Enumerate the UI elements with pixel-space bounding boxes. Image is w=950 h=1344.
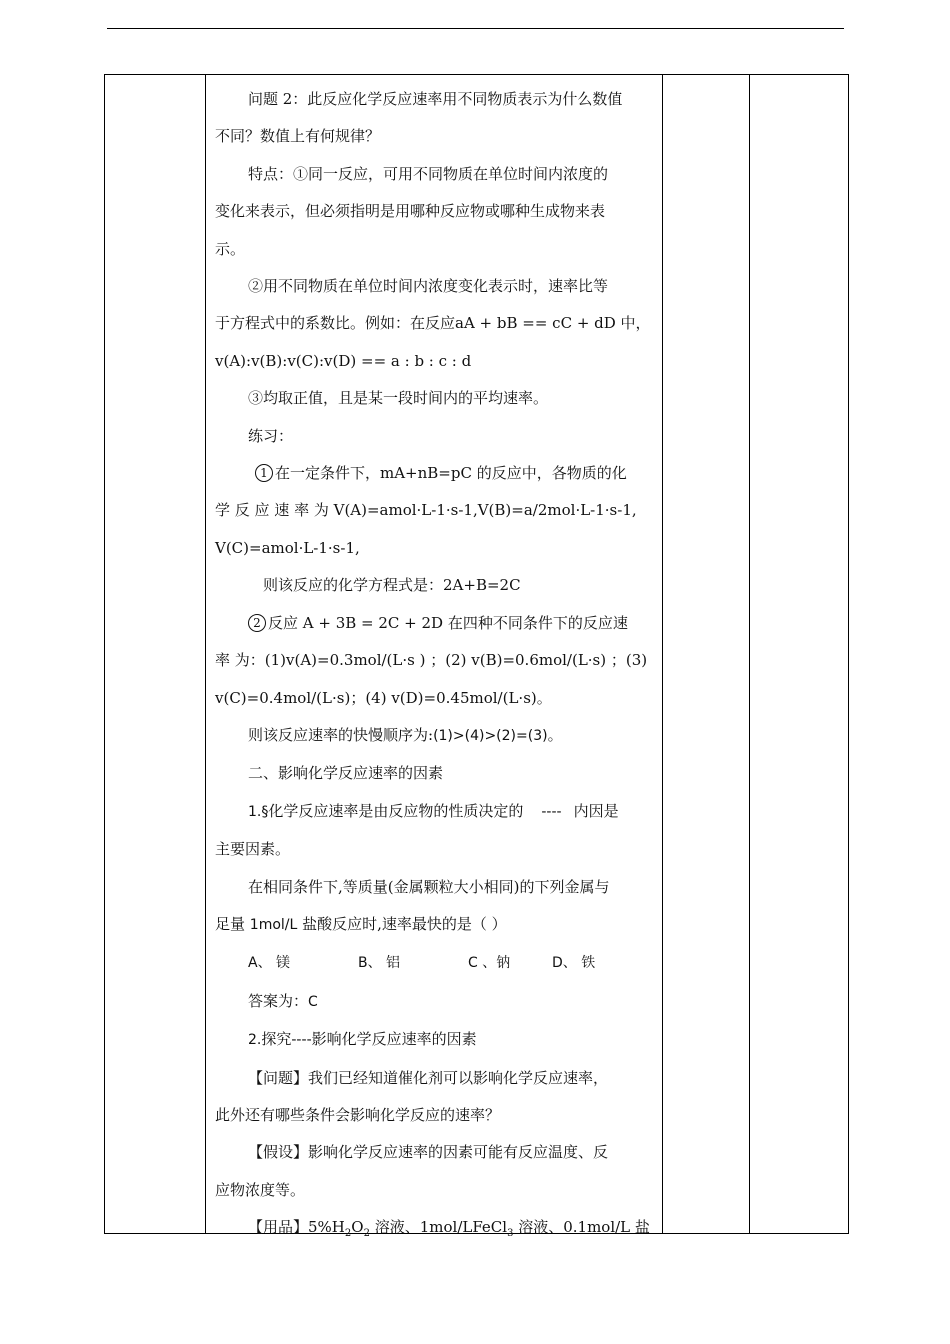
exercise-2-line-3: v(C)=0.4mol/(L·s)；(4) v(D)=0.45mol/(L·s)。 <box>215 688 552 707</box>
hypothesis-line-1: 【假设】影响化学反应速率的因素可能有反应温度、反 <box>248 1143 609 1162</box>
answer-line <box>215 983 655 1021</box>
answer-value: C <box>308 993 318 1010</box>
circled-number-2: 2 <box>248 614 266 632</box>
left-column-cell <box>105 75 206 1234</box>
materials-line <box>215 1209 655 1252</box>
option-a: A、 镁 <box>248 955 291 972</box>
subsection-1-text: 化学反应速率是由反应物的性质决定的 <box>268 801 524 820</box>
materials-subscript-2: 2 <box>363 1228 370 1240</box>
question-concentration: 1mol/L <box>249 916 298 933</box>
materials-middle: 溶液、1mol/LFeCl <box>369 1218 508 1237</box>
question-line-2 <box>215 906 655 944</box>
practice-heading: 练习： <box>248 426 294 445</box>
exercise-2-line-1 <box>215 605 655 642</box>
option-d: D、 铁 <box>552 955 596 972</box>
exercise-1-text: 在一定条件下，mA+nB=pC 的反应中，各物质的化 <box>275 464 627 483</box>
content-body <box>206 75 662 1240</box>
question-2-line-1: 问题 2：此反应化学反应速率用不同物质表示为什么数值 <box>248 90 623 108</box>
question-line-2-suffix: 盐酸反应时,速率最快的是（ ） <box>297 914 507 933</box>
section-2-heading: 二、影响化学反应速率的因素 <box>248 764 444 783</box>
question-line-2-prefix: 足量 <box>215 914 250 933</box>
point-2-line-1: ②用不同物质在单位时间内浓度变化表示时，速率比等 <box>248 277 609 296</box>
subsection-1-number: 1.§ <box>248 803 269 820</box>
options-line <box>215 944 655 982</box>
materials-prefix: 【用品】5%H <box>248 1218 345 1237</box>
problem-line-1: 【问题】我们已经知道催化剂可以影响化学反应速率， <box>248 1068 609 1087</box>
exercise-1-line-1 <box>215 455 655 492</box>
subsection-2-line <box>215 1021 655 1059</box>
problem-line-2: 此外还有哪些条件会影响化学反应的速率？ <box>215 1105 501 1124</box>
exercise-2-answer-prefix: 则该反应速率的快慢顺序为: <box>248 725 434 744</box>
subsection-2-number: 2. <box>248 1032 262 1049</box>
option-c: C 、钠 <box>468 955 511 972</box>
content-cell <box>206 75 663 1240</box>
third-column-cell <box>663 75 750 1234</box>
circled-number-1: 1 <box>255 464 273 482</box>
exercise-2-answer <box>215 717 655 755</box>
point-2-line-3: v(A):v(B):v(C):v(D) == a : b : c : d <box>215 351 472 370</box>
exercise-1-line-3: V(C)=amol·L-1·s-1, <box>215 538 360 557</box>
materials-suffix: 溶液、0.1mol/L 盐 <box>513 1218 650 1237</box>
feature-line-3: 示。 <box>215 239 246 258</box>
subsection-1-line-2: 主要因素。 <box>215 840 291 859</box>
exercise-2-answer-suffix: 。 <box>547 725 563 744</box>
subsection-1-dash: ---- <box>541 803 562 820</box>
subsection-1-text-2: 内因是 <box>573 801 619 820</box>
point-2-line-2: 于方程式中的系数比。例如：在反应aA + bB == cC + dD 中， <box>215 314 651 333</box>
hypothesis-line-2: 应物浓度等。 <box>215 1180 306 1199</box>
exercise-2-text: 反应 A + 3B = 2C + 2D 在四种不同条件下的反应速 <box>268 613 628 632</box>
subsection-2-text: 探究----影响化学反应速率的因素 <box>261 1030 477 1049</box>
answer-prefix: 答案为： <box>248 991 309 1010</box>
point-3-line: ③均取正值，且是某一段时间内的平均速率。 <box>248 389 549 408</box>
exercise-1-line-2: 学 反 应 速 率 为 V(A)=amol·L-1·s-1,V(B)=a/2mol·L-1·s-1, <box>215 501 637 520</box>
materials-oxygen: O <box>351 1218 364 1237</box>
materials-subscript-1: 2 <box>344 1228 352 1240</box>
option-b: B、 铝 <box>358 955 401 972</box>
lesson-table <box>104 74 849 1240</box>
subsection-1-line-1 <box>215 793 655 831</box>
right-column-cell <box>750 75 849 1234</box>
feature-line-2: 变化来表示，但必须指明是用哪种反应物或哪种生成物来表 <box>215 202 606 221</box>
question-2-line-2: 不同？数值上有何规律？ <box>215 127 381 146</box>
materials-subscript-3: 3 <box>507 1228 514 1240</box>
exercise-1-answer: 则该反应的化学方程式是：2A+B=2C <box>263 576 521 595</box>
feature-line-1: 特点：①同一反应，可用不同物质在单位时间内浓度的 <box>248 164 609 183</box>
exercise-2-line-2: 率 为：(1)v(A)=0.3mol/(L·s ) ；(2) v(B)=0.6mol/(L·s) ；(3) <box>215 651 648 670</box>
exercise-2-answer-value: (1)>(4)>(2)=(3) <box>433 727 548 744</box>
header-rule <box>107 28 844 29</box>
question-line-1: 在相同条件下,等质量(金属颗粒大小相同)的下列金属与 <box>248 877 610 896</box>
